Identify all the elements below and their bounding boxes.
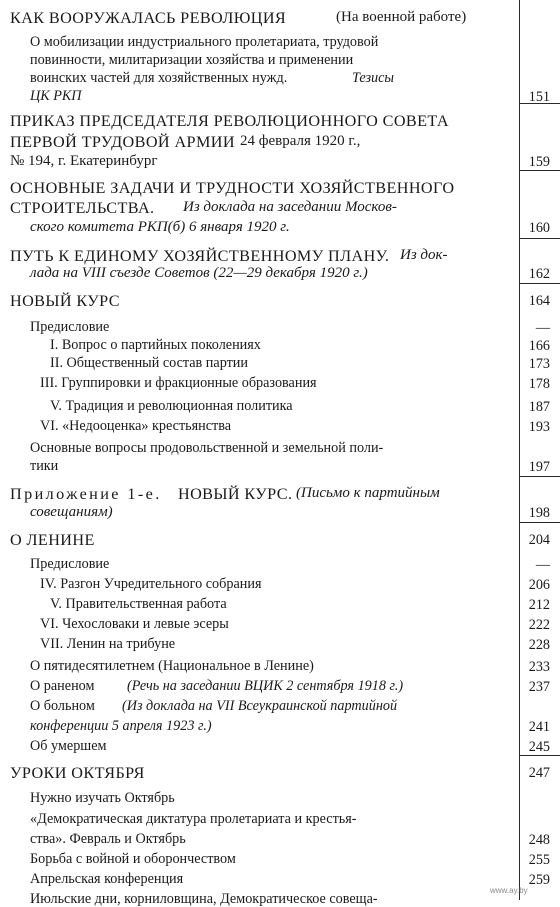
toc-entry-text: 24 февраля 1920 г., — [240, 133, 361, 149]
toc-page-number: 193 — [528, 419, 550, 435]
toc-entry-text: ПУТЬ К ЕДИНОМУ ХОЗЯЙСТВЕННОМУ ПЛАНУ. — [10, 247, 390, 265]
toc-page-number: — — [535, 557, 550, 573]
toc-page-number: 178 — [528, 376, 550, 392]
toc-entry-text: СТРОИТЕЛЬСТВА. — [10, 199, 155, 217]
toc-page-number: 245 — [528, 739, 550, 755]
toc-entry-text: конференции 5 апреля 1923 г.) — [30, 718, 212, 734]
toc-page-number: 198 — [528, 505, 550, 521]
toc-entry-text: (Речь на заседании ВЦИК 2 сентября 1918 г.) — [127, 678, 404, 694]
toc-entry-text: О ЛЕНИНЕ — [10, 531, 95, 549]
toc-entry-text: Из доклада на заседании Москов- — [183, 199, 397, 215]
toc-page-number: 151 — [528, 89, 550, 105]
toc-entry-text: тики — [30, 458, 59, 474]
toc-entry-text: VI. Чехословаки и левые эсеры — [40, 616, 229, 632]
toc-entry-text: VII. Ленин на трибуне — [40, 636, 176, 652]
section-separator — [520, 476, 560, 477]
toc-entry-text: ЦК РКП — [30, 88, 82, 104]
toc-page-number: 241 — [528, 719, 550, 735]
toc-entry-text: II. Общественный состав партии — [50, 355, 248, 371]
toc-page-number: 173 — [528, 356, 550, 372]
toc-entry-text: Предисловие — [30, 319, 110, 335]
toc-entry-text: ОСНОВНЫЕ ЗАДАЧИ И ТРУДНОСТИ ХОЗЯЙСТВЕННОГО — [10, 179, 455, 197]
toc-page-number: 204 — [528, 532, 550, 548]
toc-entry-text: III. Группировки и фракционные образования — [40, 375, 317, 391]
toc-entry-text: VI. «Недооценка» крестьянства — [40, 418, 232, 434]
toc-page-number: 162 — [528, 266, 550, 282]
toc-entry-text: О больном — [30, 698, 95, 714]
toc-entry-text: повинности, милитаризации хозяйства и применении — [30, 52, 354, 68]
toc-entry-text: совещаниям) — [30, 504, 113, 520]
toc-entry-text: О мобилизации индустриального пролетариата, трудовой — [30, 34, 379, 50]
toc-entry-text: О раненом — [30, 678, 95, 694]
toc-entry-text: ского комитета РКП(б) 6 января 1920 г. — [30, 219, 290, 235]
toc-entry-text: V. Правительственная работа — [50, 596, 227, 612]
toc-entry-text: Июльские дни, корниловщина, Демократическое совеща- — [30, 891, 378, 907]
watermark: www.ay.by — [490, 886, 528, 895]
toc-entry-text: О пятидесятилетнем (Национальное в Ленине) — [30, 658, 314, 674]
toc-entry-text: Нужно изучать Октябрь — [30, 790, 175, 806]
toc-page-number: 255 — [528, 852, 550, 868]
toc-entry-text: Об умершем — [30, 738, 107, 754]
toc-entry-text: НОВЫЙ КУРС. — [178, 485, 293, 503]
toc-entry-text: лада на VIII съезде Советов (22—29 декабря 1920 г.) — [30, 265, 368, 281]
toc-entry-text: IV. Разгон Учредительного собрания — [40, 576, 262, 592]
section-separator — [520, 103, 560, 104]
toc-page-number: 187 — [528, 399, 550, 415]
toc-page-number: 160 — [528, 220, 550, 236]
toc-page-number: 222 — [528, 617, 550, 633]
toc-page-number: 166 — [528, 338, 550, 354]
toc-entry-text: I. Вопрос о партийных поколениях — [50, 337, 261, 353]
toc-page-number: 228 — [528, 637, 550, 653]
toc-page-number: 159 — [528, 154, 550, 170]
toc-entry-text: (Из доклада на VII Всеукраинской партийной — [122, 698, 398, 714]
section-separator — [520, 755, 560, 756]
toc-entry-text: V. Традиция и революционная политика — [50, 398, 293, 414]
toc-entry-text: (Письмо к партийным — [296, 485, 440, 501]
toc-page-number: 164 — [528, 293, 550, 309]
toc-page-number: 248 — [528, 832, 550, 848]
toc-entry-text: Предисловие — [30, 556, 110, 572]
toc-entry-text: УРОКИ ОКТЯБРЯ — [10, 764, 145, 782]
toc-entry-text: НОВЫЙ КУРС — [10, 292, 120, 310]
toc-page-number: 247 — [528, 765, 550, 781]
toc-entry-text: «Демократическая диктатура пролетариата и крестья- — [30, 811, 357, 827]
toc-page-number: 233 — [528, 659, 550, 675]
column-rule — [519, 0, 520, 900]
toc-entry-text: ства». Февраль и Октябрь — [30, 831, 186, 847]
section-separator — [520, 522, 560, 523]
section-separator — [520, 283, 560, 284]
section-separator — [520, 170, 560, 171]
toc-page-number: 237 — [528, 679, 550, 695]
toc-entry-text: Основные вопросы продовольственной и земельной поли- — [30, 440, 384, 456]
toc-entry-text: Тезисы — [352, 70, 395, 86]
toc-entry-text: Апрельская конференция — [30, 871, 184, 887]
toc-entry-text: КАК ВООРУЖАЛАСЬ РЕВОЛЮЦИЯ — [10, 9, 287, 27]
toc-entry-text: Из док- — [400, 247, 448, 263]
toc-entry-text: ПРИКАЗ ПРЕДСЕДАТЕЛЯ РЕВОЛЮЦИОННОГО СОВЕТА — [10, 112, 449, 130]
toc-entry-text: воинских частей для хозяйственных нужд. — [30, 70, 288, 86]
toc-page-number: 197 — [528, 459, 550, 475]
toc-page-number: 206 — [528, 577, 550, 593]
toc-entry-text: (На военной работе) — [336, 9, 467, 25]
toc-entry-text: Приложение 1-е. — [10, 485, 162, 503]
toc-page-number: — — [535, 320, 550, 336]
toc-entry-text: ПЕРВОЙ ТРУДОВОЙ АРМИИ — [10, 133, 235, 151]
toc-page-number: 212 — [528, 597, 550, 613]
section-separator — [520, 238, 560, 239]
toc-entry-text: № 194, г. Екатеринбург — [10, 153, 158, 169]
toc-entry-text: Борьба с войной и оборончеством — [30, 851, 236, 867]
toc-page-number: 259 — [528, 872, 550, 888]
